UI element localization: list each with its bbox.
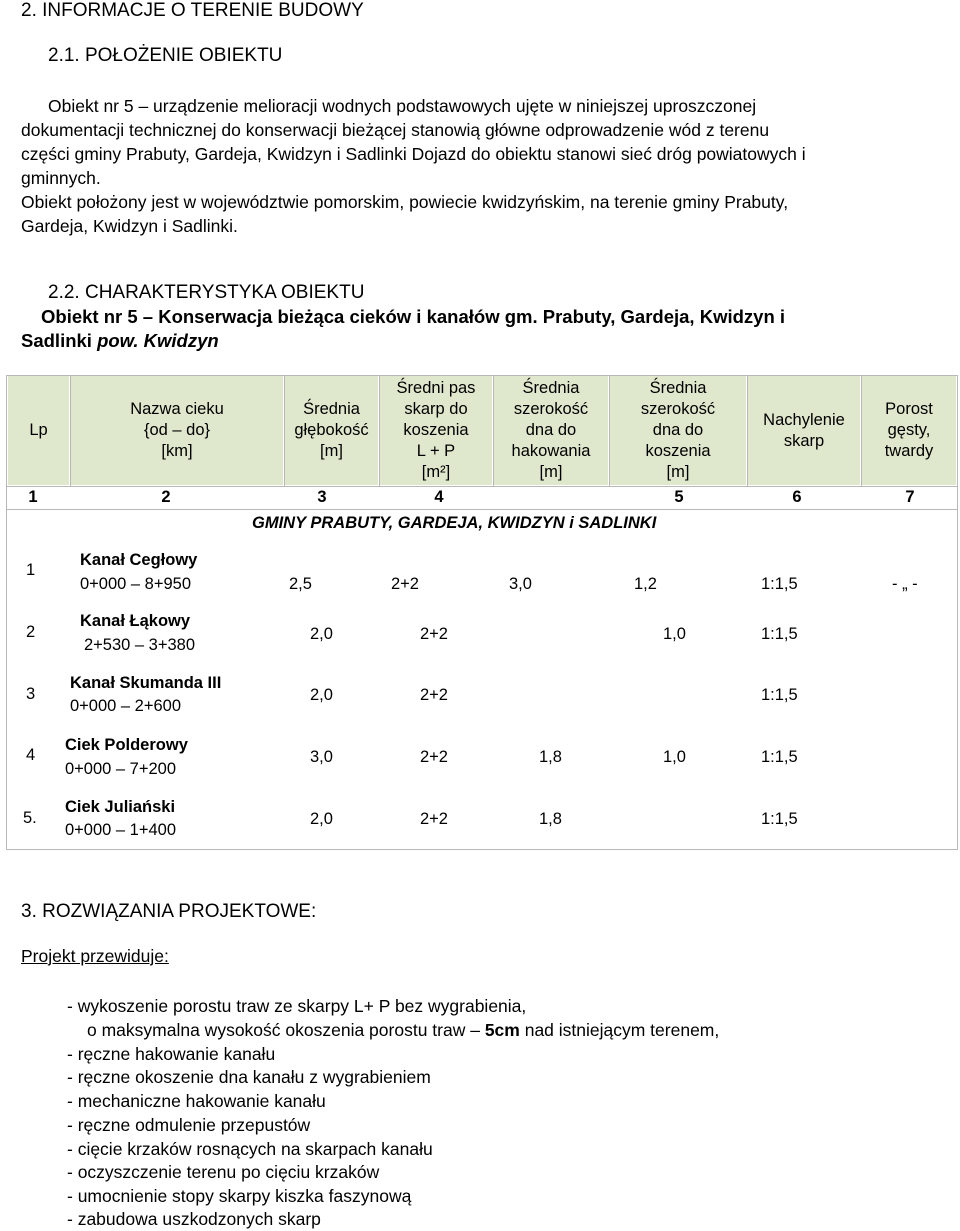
para1-line2: dokumentacji technicznej do konserwacji bieżącej stanowią główne odprowadzenie wód z terenu bbox=[21, 120, 770, 140]
characteristics-line2 bbox=[21, 330, 219, 352]
col-number-2: 2 bbox=[161, 488, 171, 506]
row-range: 0+000 – 2+600 bbox=[70, 697, 182, 715]
row-lp: 2 bbox=[26, 623, 36, 641]
para2-line2: Gardeja, Kwidzyn i Sadlinki. bbox=[21, 216, 238, 236]
row-range: 0+000 – 7+200 bbox=[65, 760, 177, 778]
list-item: - ręczne hakowanie kanału bbox=[67, 1044, 276, 1064]
row-depth: 2,0 bbox=[310, 810, 333, 828]
row-hook-width: 3,0 bbox=[509, 575, 532, 593]
row-range: 0+000 – 1+400 bbox=[65, 821, 177, 839]
row-slope-band: 2+2 bbox=[420, 810, 448, 828]
header-hook-width: Średnia szerokość dna do hakowania [m] bbox=[494, 376, 608, 485]
group-label: GMINY PRABUTY, GARDEJA, KWIDZYN i SADLINKI bbox=[252, 514, 657, 532]
col-number-5: 5 bbox=[674, 488, 684, 506]
header-name: Nazwa cieku {od – do} [km] bbox=[71, 376, 283, 485]
list-item: - ręczne okoszenie dna kanału z wygrabieniem bbox=[67, 1067, 431, 1087]
row-name: Ciek Polderowy bbox=[65, 736, 188, 754]
section-3-title: 3. ROZWIĄZANIA PROJEKTOWE: bbox=[21, 901, 317, 922]
list-item: - oczyszczenie terenu po cięciu krzaków bbox=[67, 1162, 380, 1182]
list-item: - ręczne odmulenie przepustów bbox=[67, 1115, 311, 1135]
row-range: 2+530 – 3+380 bbox=[84, 636, 196, 654]
list-item: - zabudowa uszkodzonych skarp bbox=[67, 1209, 321, 1229]
row-depth: 2,5 bbox=[289, 575, 312, 593]
header-slope-band: Średni pas skarp do koszenia L + P [m²] bbox=[380, 376, 492, 485]
col-number-6: 6 bbox=[792, 488, 802, 506]
list-item: - mechaniczne hakowanie kanału bbox=[67, 1091, 326, 1111]
row-slope: 1:1,5 bbox=[761, 625, 798, 643]
row-lp: 4 bbox=[26, 746, 36, 764]
list-item: - cięcie krzaków rosnących na skarpach kanału bbox=[67, 1139, 433, 1159]
header-depth: Średnia głębokość [m] bbox=[285, 376, 378, 485]
section-2-1-title: 2.1. POŁOŻENIE OBIEKTU bbox=[48, 45, 283, 66]
header-slope: Nachylenie skarp bbox=[748, 376, 860, 485]
row-lp: 3 bbox=[26, 685, 36, 703]
characteristics-line2b: pow. Kwidzyn bbox=[97, 330, 219, 351]
row-lp: 1 bbox=[26, 561, 36, 579]
row-slope-band: 2+2 bbox=[420, 686, 448, 704]
characteristics-line2a: Sadlinki bbox=[21, 330, 98, 351]
row-slope-band: 2+2 bbox=[420, 625, 448, 643]
row-depth: 2,0 bbox=[310, 625, 333, 643]
row-lp: 5. bbox=[23, 809, 37, 827]
row-name: Ciek Juliański bbox=[65, 798, 176, 816]
characteristics-line1: Obiekt nr 5 – Konserwacja bieżąca cieków i kanałów gm. Prabuty, Gardeja, Kwidzyn i bbox=[41, 306, 786, 327]
row-depth: 2,0 bbox=[310, 686, 333, 704]
list-item: - wykoszenie porostu traw ze skarpy L+ P bez wygrabienia, bbox=[67, 996, 527, 1016]
header-growth: Porost gęsty, twardy bbox=[862, 376, 956, 485]
row-slope-band: 2+2 bbox=[420, 748, 448, 766]
row-mow-width: 1,0 bbox=[663, 625, 686, 643]
row-name: Kanał Skumanda III bbox=[70, 674, 222, 692]
row-hook-width: 1,8 bbox=[539, 810, 562, 828]
row-name: Kanał Łąkowy bbox=[80, 612, 191, 630]
col-number-1: 1 bbox=[28, 488, 38, 506]
row-slope: 1:1,5 bbox=[761, 748, 798, 766]
section-2-2-title: 2.2. CHARAKTERYSTYKA OBIEKTU bbox=[48, 282, 365, 303]
row-name: Kanał Cegłowy bbox=[80, 551, 198, 569]
col-number-4: 4 bbox=[434, 488, 444, 506]
row-depth: 3,0 bbox=[310, 748, 333, 766]
row-mow-width: 1,0 bbox=[663, 748, 686, 766]
para2-line1: Obiekt położony jest w województwie pomorskim, powiecie kwidzyńskim, na terenie gminy Prabuty, bbox=[21, 192, 789, 212]
row-slope: 1:1,5 bbox=[761, 575, 798, 593]
col-number-3: 3 bbox=[317, 488, 327, 506]
para1-line1: Obiekt nr 5 – urządzenie melioracji wodnych podstawowych ujęte w niniejszej uproszczonej bbox=[48, 96, 757, 116]
list-item: - umocnienie stopy skarpy kiszka faszynową bbox=[67, 1186, 412, 1206]
section-2-title: 2. INFORMACJE O TERENIE BUDOWY bbox=[21, 0, 364, 21]
para1-line3: części gminy Prabuty, Gardeja, Kwidzyn i Sadlinki Dojazd do obiektu stanowi sieć dróg powiatowych i bbox=[21, 144, 806, 164]
list-item: o maksymalna wysokość okoszenia porostu traw – 5cm nad istniejącym terenem, bbox=[87, 1020, 720, 1040]
header-mow-width: Średnia szerokość dna do koszenia [m] bbox=[610, 376, 746, 485]
para1-line4: gminnych. bbox=[21, 168, 101, 188]
col-number-7: 7 bbox=[905, 488, 915, 506]
project-intro: Projekt przewiduje: bbox=[21, 946, 169, 966]
row-slope: 1:1,5 bbox=[761, 810, 798, 828]
row-growth: - „ - bbox=[892, 575, 918, 593]
row-range: 0+000 – 8+950 bbox=[80, 575, 192, 593]
row-hook-width: 1,8 bbox=[539, 748, 562, 766]
row-mow-width: 1,2 bbox=[634, 575, 657, 593]
row-slope-band: 2+2 bbox=[391, 575, 419, 593]
channels-table bbox=[6, 375, 958, 850]
row-slope: 1:1,5 bbox=[761, 686, 798, 704]
header-lp: Lp bbox=[8, 376, 69, 485]
